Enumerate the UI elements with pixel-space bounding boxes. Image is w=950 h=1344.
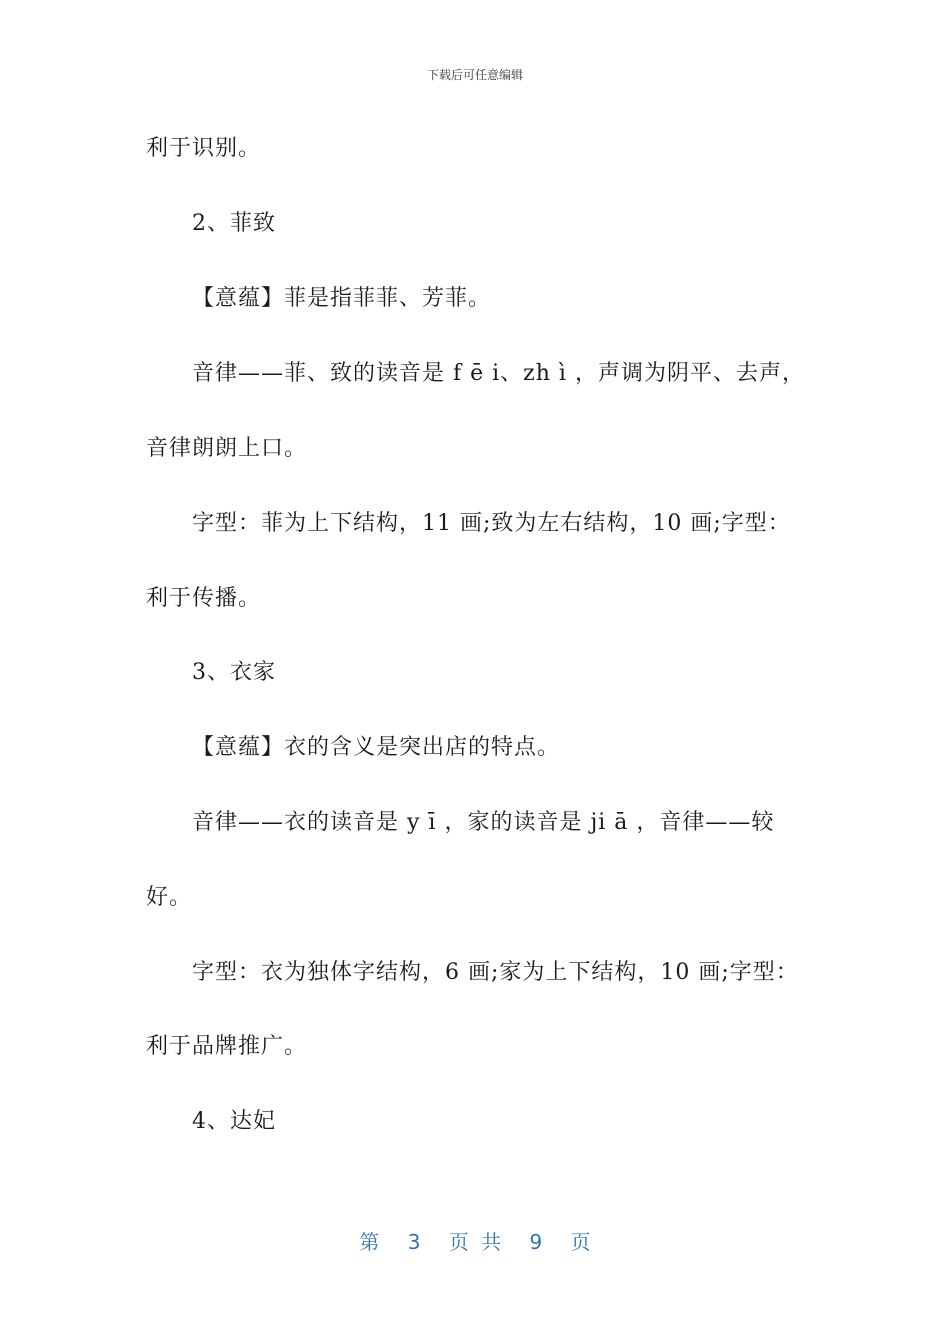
body-line: 音律——衣的读音是 y ī ，家的读音是 ji ā ，音律——较	[192, 810, 775, 835]
footer-prefix: 第	[359, 1230, 380, 1254]
footer-middle: 页 共	[448, 1230, 502, 1254]
body-line: 利于传播。	[146, 586, 262, 611]
total-page-count: 9	[529, 1230, 543, 1254]
body-line: 【意蕴】菲是指菲菲、芳菲。	[192, 286, 492, 311]
body-line: 音律朗朗上口。	[146, 436, 308, 461]
section-heading: 4、达妃	[192, 1109, 276, 1134]
current-page-number: 3	[407, 1230, 421, 1254]
body-line: 好。	[146, 885, 193, 910]
body-line: 字型：菲为上下结构，11 画;致为左右结构，10 画;字型：	[192, 511, 791, 536]
page-footer	[0, 1226, 950, 1255]
footer-suffix: 页	[570, 1230, 591, 1254]
body-line: 利于品牌推广。	[146, 1034, 308, 1059]
section-heading: 2、菲致	[192, 211, 276, 236]
body-line: 【意蕴】衣的含义是突出店的特点。	[192, 735, 561, 760]
body-line: 音律——菲、致的读音是 f ē i、zh ì ，声调为阴平、去声，	[192, 361, 805, 386]
body-line: 利于识别。	[146, 136, 262, 161]
page-header: 下载后可任意编辑	[426, 68, 523, 82]
body-line: 字型：衣为独体字结构，6 画;家为上下结构，10 画;字型：	[192, 960, 799, 985]
section-heading: 3、衣家	[192, 660, 276, 685]
